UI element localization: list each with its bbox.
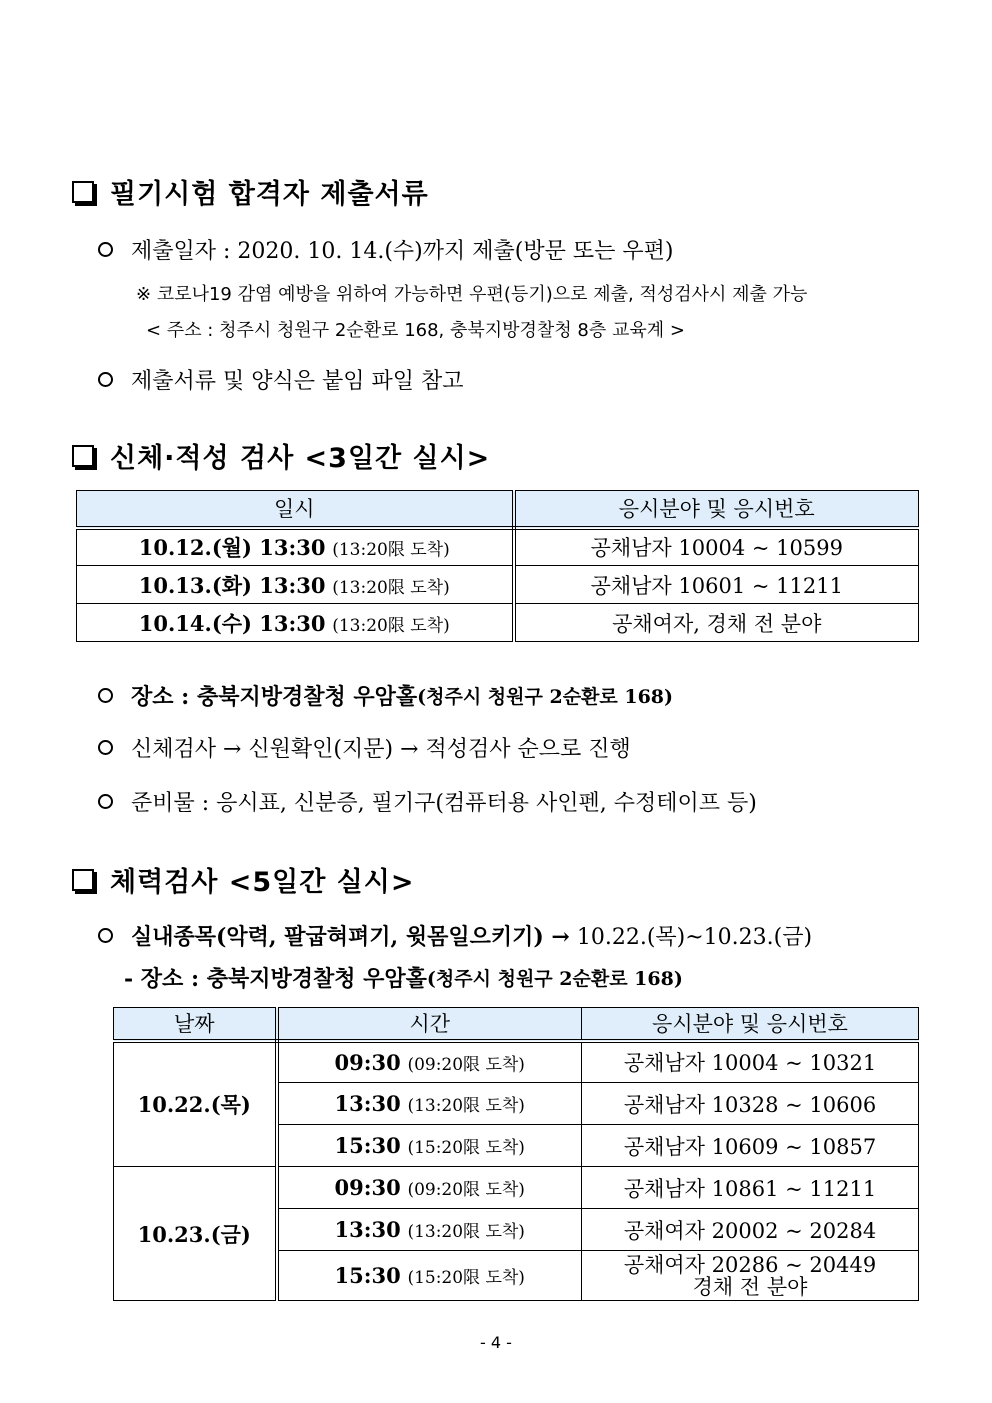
section-title-documents	[72, 172, 429, 211]
circle-bullet-icon	[98, 242, 113, 257]
circle-bullet-icon	[98, 740, 113, 755]
bullet-text: 실내종목(악력, 팔굽혀펴기, 윗몸일으키기) →	[131, 924, 570, 950]
date-cell: 10.23.(금)	[114, 1167, 277, 1301]
bullet-text: 준비물 : 응시표, 신분증, 필기구(컴퓨터용 사인펜, 수정테이프 등)	[131, 791, 757, 816]
venue-text: - 장소 : 충북지방경찰청 우암홀	[124, 966, 427, 992]
bullet-text: 제출서류 및 양식은 붙임 파일 참고	[131, 369, 464, 394]
bullet-venue	[98, 680, 673, 711]
section-title-text: 필기시험 합격자 제출서류	[110, 179, 429, 210]
time-cell: 09:30 (09:20限 도착)	[277, 1167, 582, 1209]
section-title-text: 체력검사 <5일간 실시>	[110, 867, 415, 898]
checkbox-square-icon	[72, 869, 94, 891]
physical-aptitude-table	[76, 490, 919, 642]
range-cell: 공채남자 10004 ~ 10321	[582, 1041, 919, 1083]
section-title-physical-aptitude	[72, 436, 490, 475]
datetime-cell: 10.13.(화) 13:30 (13:20限 도착)	[77, 566, 514, 604]
time-cell: 15:30 (15:20限 도착)	[277, 1251, 582, 1301]
table-header-row	[114, 1008, 919, 1041]
section-title-fitness	[72, 860, 415, 899]
fitness-venue-line	[124, 962, 683, 993]
fitness-table	[113, 1007, 919, 1301]
date-cell: 10.22.(목)	[114, 1041, 277, 1167]
address-note: < 주소 : 청주시 청원구 2순환로 168, 충북지방경찰청 8층 교육계 >	[146, 320, 685, 341]
table-row	[77, 604, 919, 642]
bullet-supplies	[98, 786, 757, 817]
circle-bullet-icon	[98, 928, 113, 943]
bullet-documents-forms	[98, 364, 464, 395]
checkbox-square-icon	[72, 181, 94, 203]
range-cell	[582, 1251, 919, 1301]
range-cell: 공채여자 20002 ~ 20284	[582, 1209, 919, 1251]
event-dates: 10.22.(목)~10.23.(금)	[576, 925, 813, 950]
range-cell: 공채남자 10609 ~ 10857	[582, 1125, 919, 1167]
table-row	[114, 1041, 919, 1083]
range-cell: 공채남자 10328 ~ 10606	[582, 1083, 919, 1125]
time-cell: 13:30 (13:20限 도착)	[277, 1209, 582, 1251]
header-datetime: 일시	[77, 491, 514, 528]
table-row	[114, 1167, 919, 1209]
datetime-cell: 10.12.(월) 13:30 (13:20限 도착)	[77, 528, 514, 566]
bullet-submission-date	[98, 234, 673, 265]
bullet-procedure	[98, 732, 631, 763]
venue-address: (청주시 청원구 2순환로 168)	[426, 968, 683, 990]
time-cell: 13:30 (13:20限 도착)	[277, 1083, 582, 1125]
range-cell: 공채남자 10004 ~ 10599	[514, 528, 919, 566]
table-header-row	[77, 491, 919, 528]
time-cell: 09:30 (09:20限 도착)	[277, 1041, 582, 1083]
section-title-text: 신체·적성 검사 <3일간 실시>	[110, 443, 491, 474]
range-cell: 공채남자 10861 ~ 11211	[582, 1167, 919, 1209]
bullet-text: 장소 : 충북지방경찰청 우암홀	[131, 684, 418, 710]
bullet-text: 신체검사 → 신원확인(지문) → 적성검사 순으로 진행	[131, 737, 631, 762]
range-line-1: 공채여자 20286 ~ 20449	[623, 1252, 877, 1277]
header-field-number: 응시분야 및 응시번호	[582, 1008, 919, 1041]
circle-bullet-icon	[98, 794, 113, 809]
bullet-text: 제출일자 : 2020. 10. 14.(수)까지 제출(방문 또는 우편)	[131, 239, 674, 264]
circle-bullet-icon	[98, 372, 113, 387]
page-number: - 4 -	[480, 1333, 512, 1352]
datetime-cell: 10.14.(수) 13:30 (13:20限 도착)	[77, 604, 514, 642]
range-cell: 공채남자 10601 ~ 11211	[514, 566, 919, 604]
header-time: 시간	[277, 1008, 582, 1041]
range-line-2: 경채 전 분야	[692, 1274, 808, 1299]
covid-note: ※ 코로나19 감염 예방을 위하여 가능하면 우편(등기)으로 제출, 적성검사시 제출 가능	[136, 284, 808, 305]
header-date: 날짜	[114, 1008, 277, 1041]
table-row	[77, 566, 919, 604]
header-field-number: 응시분야 및 응시번호	[514, 491, 919, 528]
circle-bullet-icon	[98, 688, 113, 703]
checkbox-square-icon	[72, 445, 94, 467]
bullet-indoor-events	[98, 920, 812, 951]
table-row	[77, 528, 919, 566]
range-cell: 공채여자, 경채 전 분야	[514, 604, 919, 642]
venue-address: (청주시 청원구 2순환로 168)	[417, 686, 674, 708]
time-cell: 15:30 (15:20限 도착)	[277, 1125, 582, 1167]
